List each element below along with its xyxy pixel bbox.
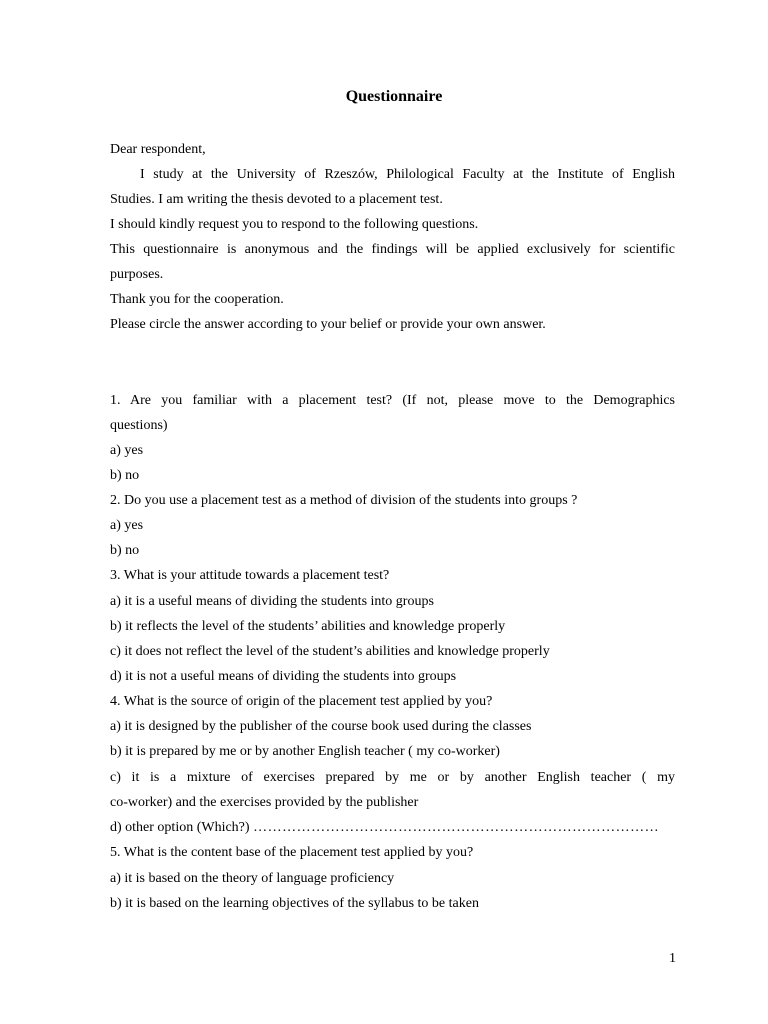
answer-option[interactable]: a) it is based on the theory of language proficiency xyxy=(110,871,395,886)
question-4: 4. What is the source of origin of the placement test applied by you? xyxy=(110,694,493,709)
question-1: 1. Are you familiar with a placement test? (If not, please move to the Demographics xyxy=(110,393,675,408)
answer-option-continued: co-worker) and the exercises provided by the publisher xyxy=(110,795,419,810)
anonymity-line: purposes. xyxy=(110,267,164,282)
answer-option[interactable]: b) no xyxy=(110,543,140,558)
document-title: Questionnaire xyxy=(345,88,443,105)
question-5: 5. What is the content base of the placement test applied by you? xyxy=(110,845,474,860)
other-option-blank[interactable]: ………………………………………………………………………… xyxy=(253,820,660,835)
answer-option-other[interactable] xyxy=(110,819,675,837)
answer-option[interactable]: a) it is a useful means of dividing the students into groups xyxy=(110,594,434,609)
answer-option[interactable]: d) it is not a useful means of dividing the students into groups xyxy=(110,669,457,684)
answer-option[interactable]: c) it is a mixture of exercises prepared by me or by another English teacher ( my xyxy=(110,770,675,785)
anonymity-line: This questionnaire is anonymous and the findings will be applied exclusively for scientific xyxy=(110,242,675,257)
answer-option[interactable]: b) it reflects the level of the students’ abilities and knowledge properly xyxy=(110,619,506,634)
greeting: Dear respondent, xyxy=(110,142,206,157)
page-number: 1 xyxy=(669,951,676,966)
question-1-continued: questions) xyxy=(110,418,168,433)
answer-option[interactable]: a) it is designed by the publisher of the course book used during the classes xyxy=(110,719,532,734)
answer-option[interactable]: b) it is based on the learning objectives of the syllabus to be taken xyxy=(110,896,479,911)
thanks-sentence: Thank you for the cooperation. xyxy=(110,292,284,307)
other-option-label: d) other option (Which?) xyxy=(110,820,250,835)
answer-option[interactable]: a) yes xyxy=(110,518,144,533)
question-3: 3. What is your attitude towards a placement test? xyxy=(110,568,390,583)
answer-option[interactable]: a) yes xyxy=(110,443,144,458)
intro-paragraph-line: Studies. I am writing the thesis devoted to a placement test. xyxy=(110,192,443,207)
answer-option[interactable]: c) it does not reflect the level of the student’s abilities and knowledge properly xyxy=(110,644,550,659)
answer-option[interactable]: b) no xyxy=(110,468,140,483)
instructions-sentence: Please circle the answer according to your belief or provide your own answer. xyxy=(110,317,546,332)
request-sentence: I should kindly request you to respond to the following questions. xyxy=(110,217,479,232)
question-2: 2. Do you use a placement test as a method of division of the students into groups ? xyxy=(110,493,578,508)
intro-paragraph-line: I study at the University of Rzeszów, Philological Faculty at the Institute of English xyxy=(140,167,675,182)
answer-option[interactable]: b) it is prepared by me or by another English teacher ( my co-worker) xyxy=(110,744,500,759)
